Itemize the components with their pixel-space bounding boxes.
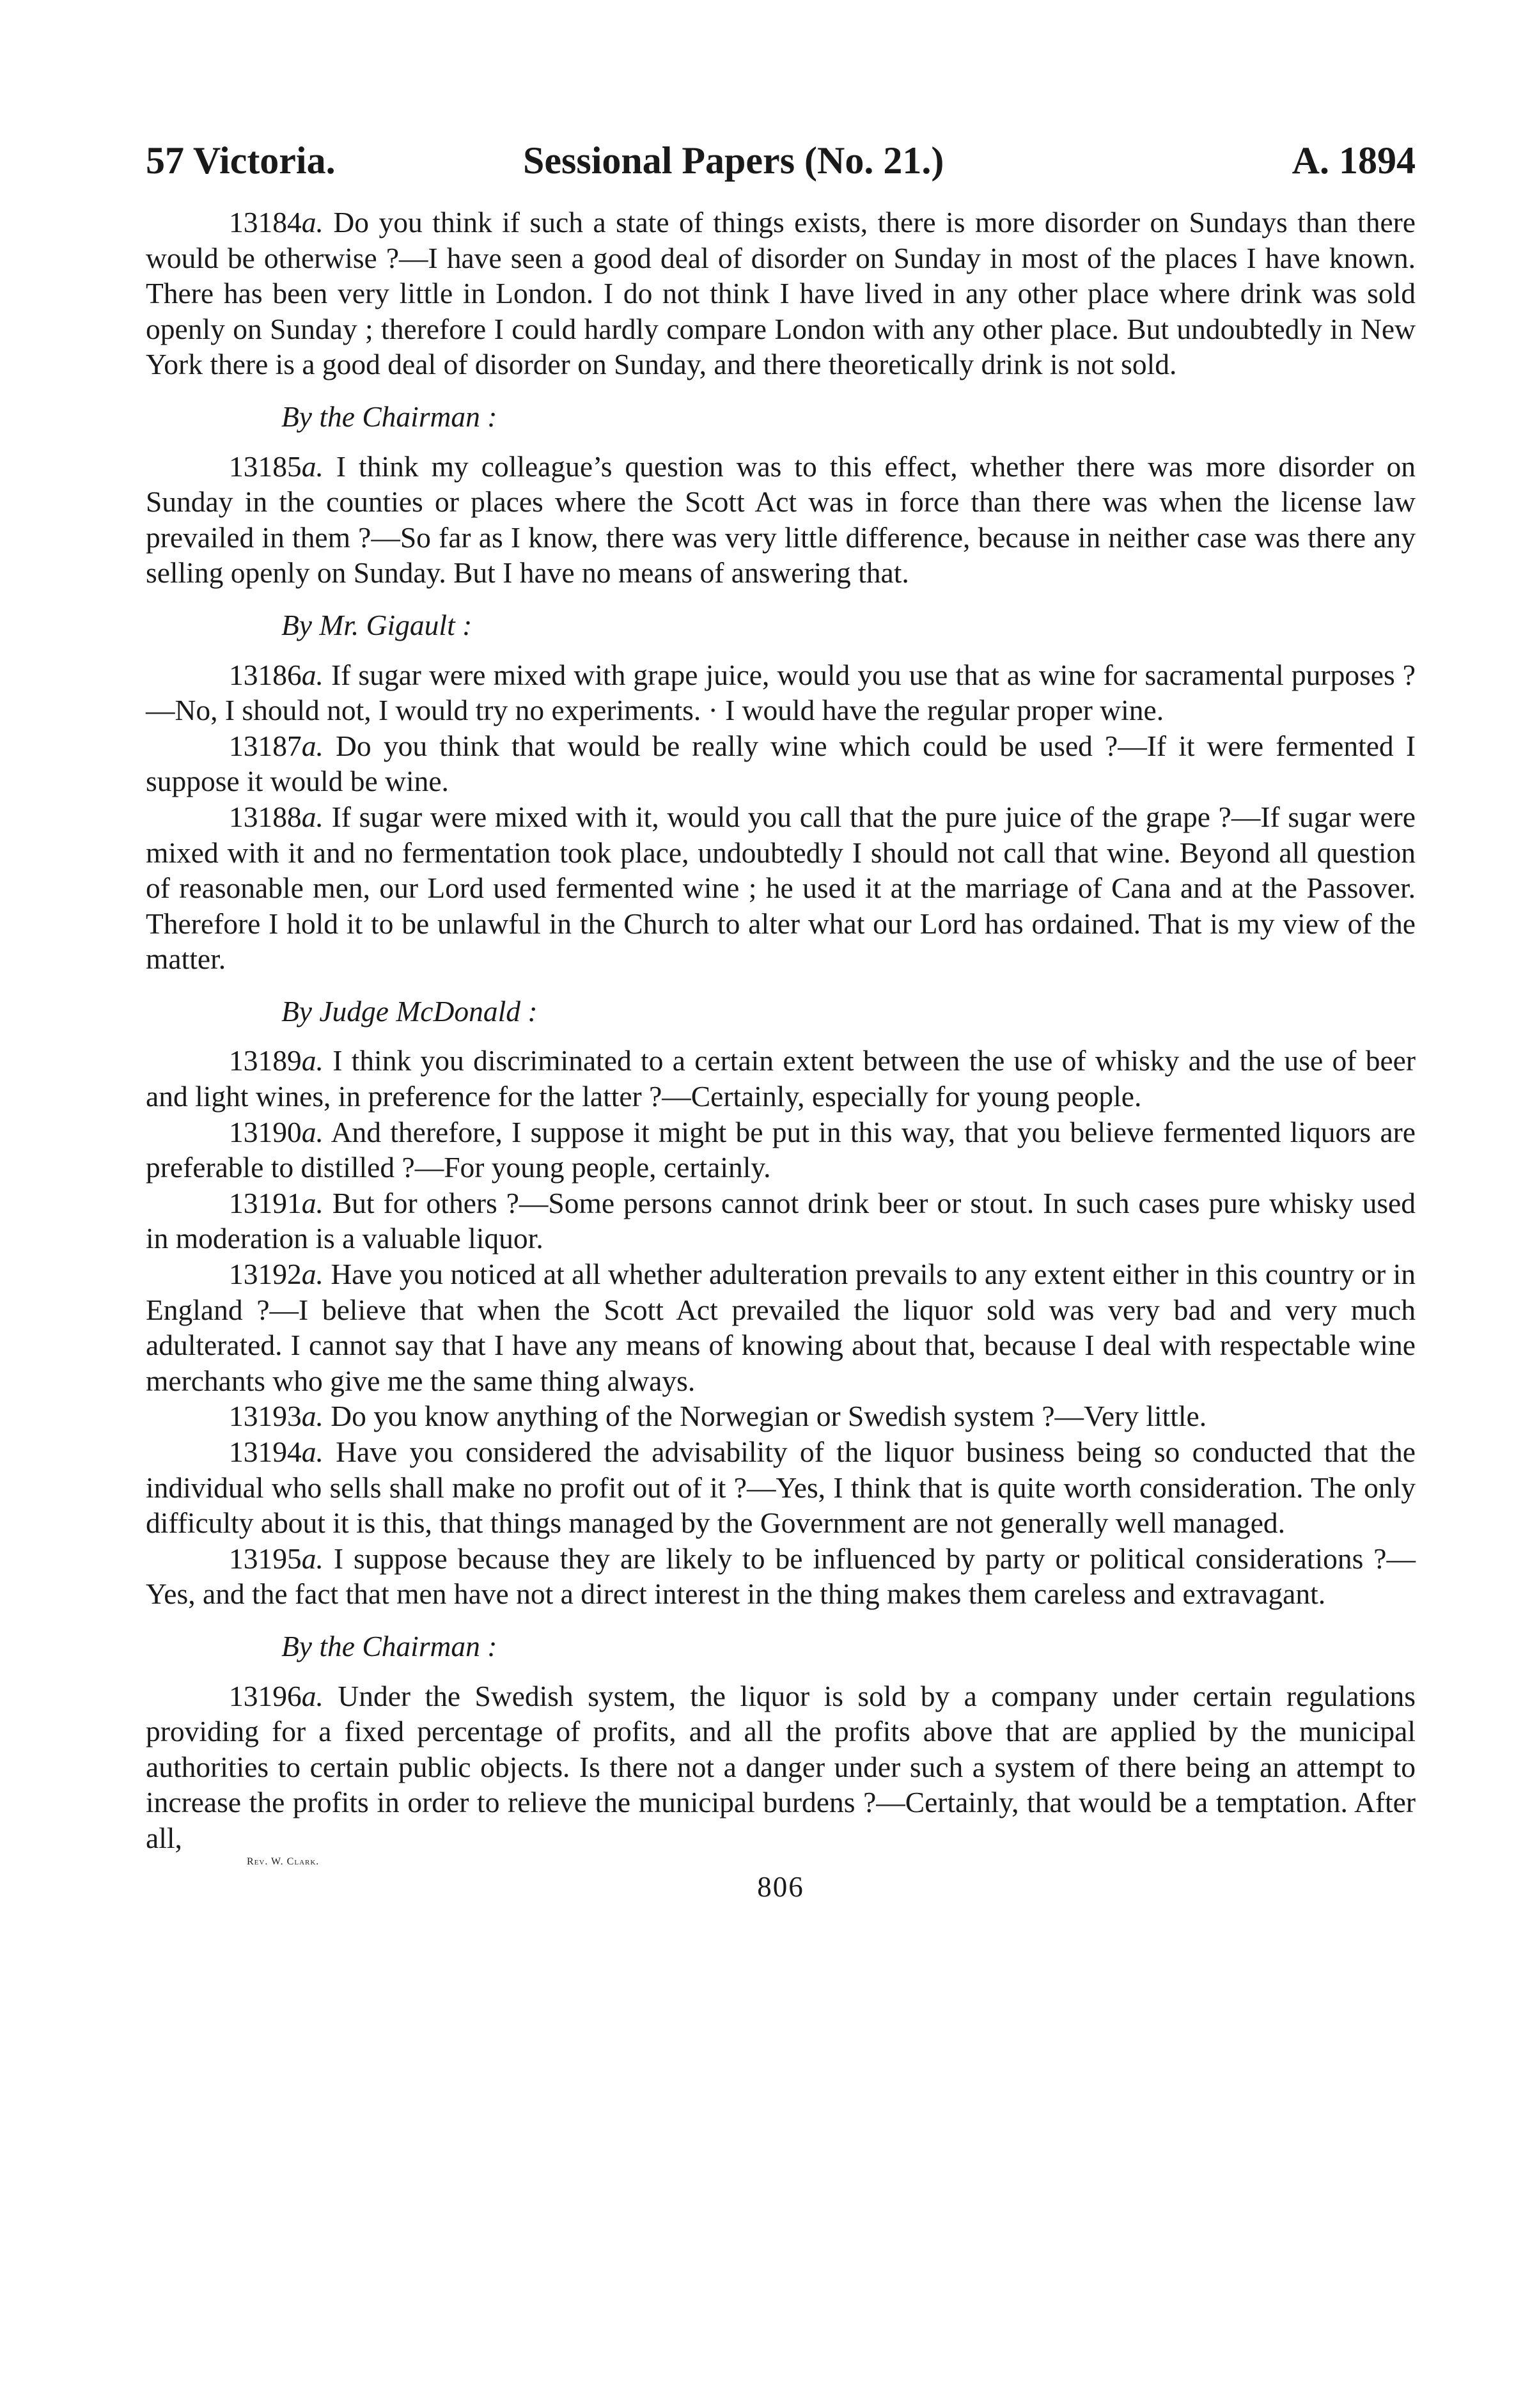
question-number: 13193a.	[229, 1400, 324, 1433]
document-body	[146, 205, 1416, 1856]
question-number: 13194a.	[229, 1435, 324, 1468]
question-number: 13189a.	[229, 1044, 324, 1077]
question-text: Under the Swedish system, the liquor is sold by a company under certain regulations providing for a fixed percentage of profits, and all the profits above that are applied by the municipal authorities to certain public objects. Is there not a danger under such a system of there being an attempt to increase the profits in order to relieve the municipal burdens ?—Certainly, that would be a temptation. After all,	[146, 1679, 1416, 1854]
header-title: Sessional Papers (No. 21.)	[523, 139, 944, 182]
question-number: 13185a.	[229, 450, 324, 483]
question-paragraph	[146, 449, 1416, 591]
question-text: Have you noticed at all whether adulteration prevails to any extent either in this country or in England ?—I believe that when the Scott Act prevailed the liquor sold was very bad and very much adulterated. I cannot say that I have any means of knowing about that, because I deal with respectable wine merchants who give me the same thing always.	[146, 1258, 1416, 1397]
question-paragraph	[146, 1185, 1416, 1256]
question-number: 13186a.	[229, 658, 324, 691]
speaker-heading: By Mr. Gigault :	[281, 608, 473, 641]
question-number: 13191a.	[229, 1186, 324, 1219]
question-text: If sugar were mixed with it, would you call that the pure juice of the grape ?—If sugar were mixed with it and no fermentation took place, undoubtedly I should not call that wine. Beyond all question of reasonable men, our Lord used fermented wine ; he used it at the marriage of Cana and at the Passover. Therefore I hold it to be unlawful in the Church to alter what our Lord has ordained. That is my view of the matter.	[146, 800, 1416, 976]
running-header	[146, 134, 1416, 187]
question-text: And therefore, I suppose it might be put in this way, that you believe fermented liquors are preferable to distilled ?—For young people, certainly.	[146, 1115, 1416, 1184]
question-text: But for others ?—Some persons cannot drink beer or stout. In such cases pure whisky used in moderation is a valuable liquor.	[146, 1186, 1416, 1255]
question-text: Have you considered the advisability of the liquor business being so conducted that the individual who sells shall make no profit out of it ?—Yes, I think that is quite worth consideration. The only difficulty about it is this, that things managed by the Government are not generally well managed.	[146, 1435, 1416, 1540]
question-paragraph	[146, 657, 1416, 728]
header-year: A. 1894	[1292, 139, 1416, 182]
question-paragraph	[146, 1256, 1416, 1398]
question-paragraph	[146, 728, 1416, 799]
question-text: If sugar were mixed with grape juice, would you use that as wine for sacramental purposes ?—No, I should not, I would try no experiments. · I would have the regular proper wine.	[146, 658, 1416, 727]
speaker-heading: By the Chairman :	[281, 400, 497, 433]
question-number: 13188a.	[229, 800, 324, 833]
question-text: I think you discriminated to a certain extent between the use of whisky and the use of beer and light wines, in preference for the latter ?—Certainly, especially for young people.	[146, 1044, 1416, 1113]
question-paragraph	[146, 1434, 1416, 1541]
question-paragraph	[146, 1114, 1416, 1185]
question-paragraph	[146, 1541, 1416, 1612]
speaker-heading: By the Chairman :	[281, 1629, 497, 1662]
question-text: Do you think if such a state of things exists, there is more disorder on Sundays than there would be otherwise ?—I have seen a good deal of disorder on Sunday in most of the places I have known. There has been very little in London. I do not think I have lived in any other place where drink was sold openly on Sunday ; therefore I could hardly compare London with any other place. But undoubtedly in New York there is a good deal of disorder on Sunday, and there theoretically drink is not sold.	[146, 206, 1416, 381]
question-text: Do you think that would be really wine which could be used ?—If it were fermented I suppose it would be wine.	[146, 729, 1416, 798]
question-text: Do you know anything of the Norwegian or Swedish system ?—Very little.	[323, 1400, 1207, 1433]
witness-signature: Rev. W. Clark.	[247, 1856, 320, 1867]
question-number: 13187a.	[229, 729, 324, 762]
header-session: 57 Victoria.	[146, 139, 336, 182]
question-paragraph	[146, 799, 1416, 977]
speaker-heading: By Judge McDonald :	[281, 994, 538, 1028]
question-number: 13196a.	[229, 1679, 324, 1712]
question-number: 13195a.	[229, 1542, 324, 1575]
document-page	[146, 134, 1416, 1904]
question-number: 13192a.	[229, 1258, 324, 1291]
question-text: I think my colleague’s question was to this effect, whether there was more disorder on Sunday in the counties or places where the Scott Act was in force than there was when the license law prevailed in them ?—So far as I know, there was very little difference, because in neither case was there any selling openly on Sunday. But I have no means of answering that.	[146, 450, 1416, 590]
question-number: 13190a.	[229, 1115, 324, 1148]
page-number: 806	[757, 1870, 804, 1903]
question-paragraph	[146, 1398, 1416, 1434]
question-paragraph	[146, 1678, 1416, 1856]
question-text: I suppose because they are likely to be influenced by party or political considerations ?—Yes, and the fact that men have not a direct interest in the thing makes them careless and extravagant.	[146, 1542, 1416, 1611]
question-number: 13184a.	[229, 206, 324, 238]
question-paragraph	[146, 1043, 1416, 1114]
question-paragraph	[146, 205, 1416, 382]
